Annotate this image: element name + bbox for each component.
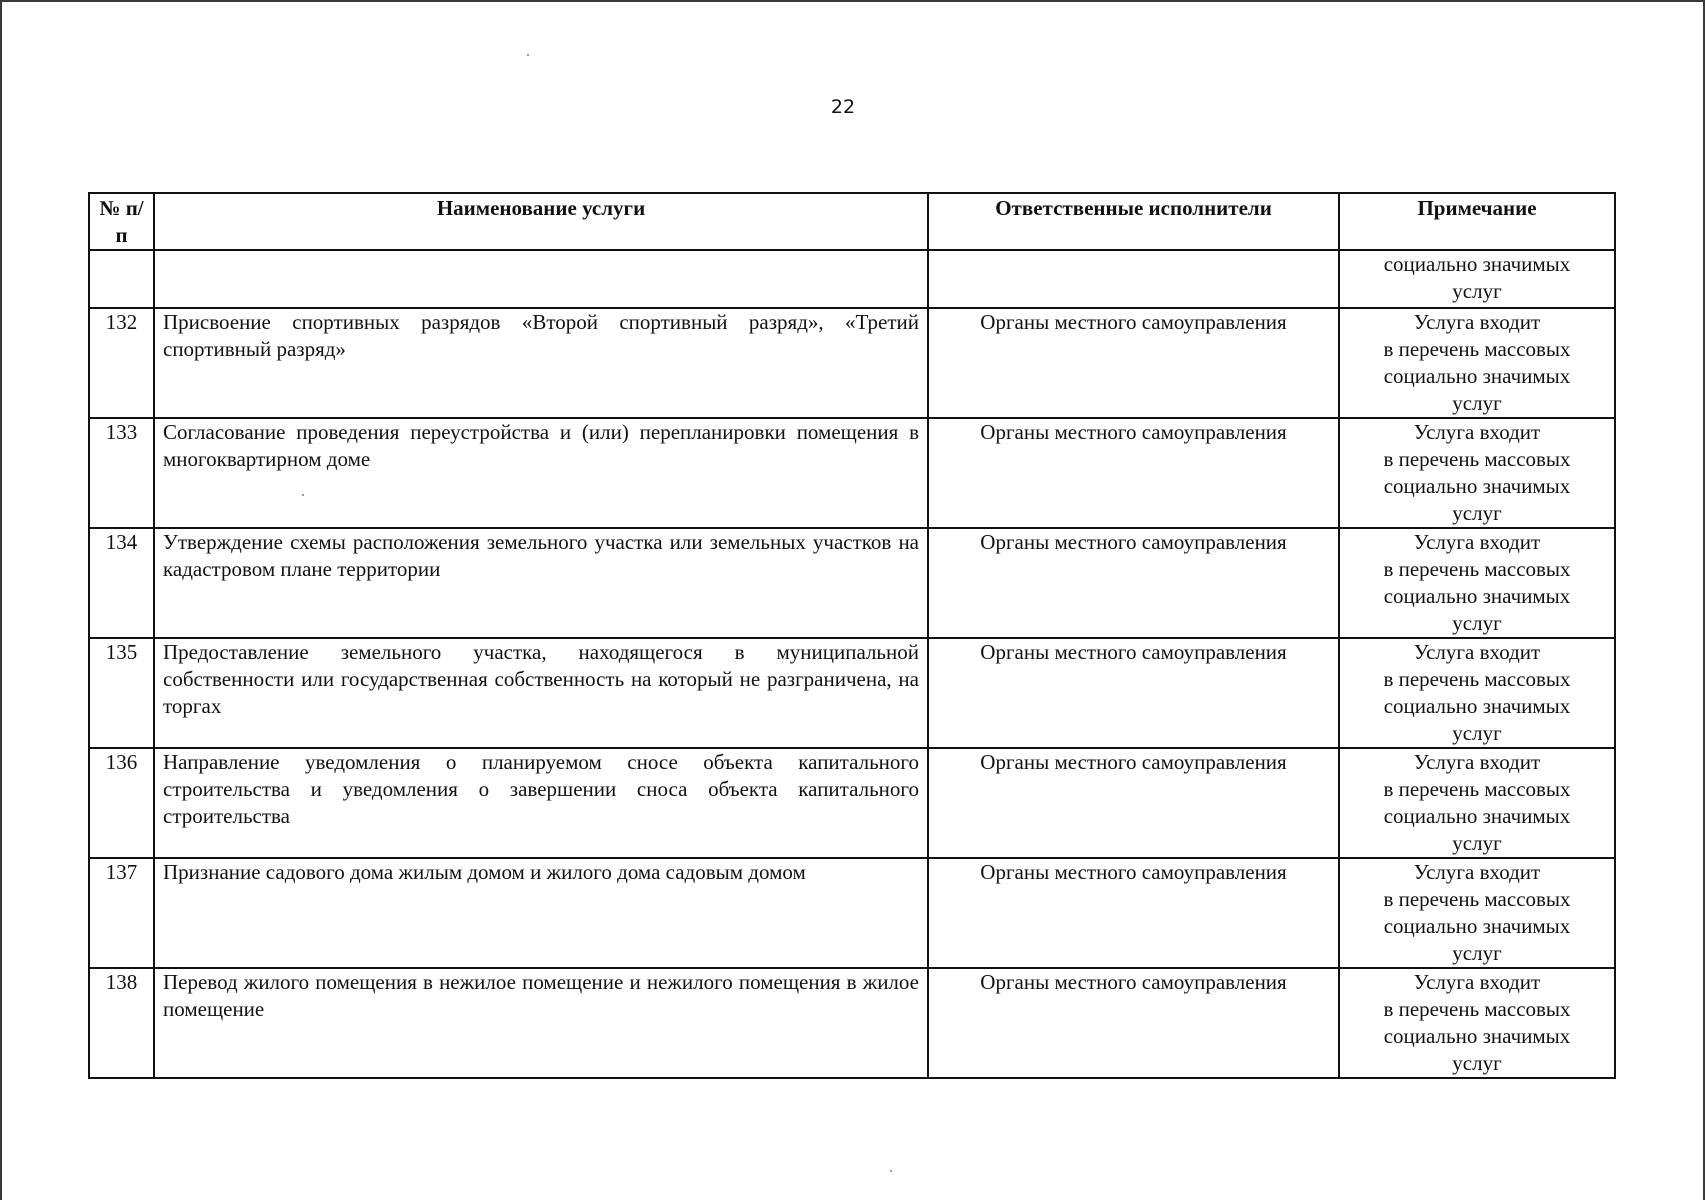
note-line: в перечень массовых bbox=[1383, 667, 1571, 691]
page-number: 22 bbox=[830, 96, 856, 118]
note-line: в перечень массовых bbox=[1383, 777, 1571, 801]
note-line: Услуга входит bbox=[1413, 860, 1541, 884]
row-executors bbox=[928, 250, 1339, 308]
row-name: Утверждение схемы расположения земельного участка или земельных участков на кадастровом плане территории bbox=[154, 528, 928, 638]
row-name: Присвоение спортивных разрядов «Второй спортивный разряд», «Третий спортивный разряд» bbox=[154, 308, 928, 418]
header-name: Наименование услуги bbox=[154, 193, 928, 250]
row-note bbox=[1339, 250, 1615, 308]
note-line: социально значимых bbox=[1383, 252, 1571, 276]
row-name: Признание садового дома жилым домом и жилого дома садовым домом bbox=[154, 858, 928, 968]
table-row bbox=[89, 748, 1615, 858]
note-line: социально значимых bbox=[1383, 914, 1571, 938]
scan-speck bbox=[302, 494, 304, 496]
table-row bbox=[89, 968, 1615, 1078]
row-executors: Органы местного самоуправления bbox=[928, 528, 1339, 638]
row-num: 132 bbox=[89, 308, 154, 418]
table-row-continuation bbox=[89, 250, 1615, 308]
scan-edge-left bbox=[0, 0, 2, 1200]
note-line: услуг bbox=[1452, 831, 1502, 855]
note-line: социально значимых bbox=[1383, 694, 1571, 718]
note-line: социально значимых bbox=[1383, 804, 1571, 828]
note-line: Услуга входит bbox=[1413, 640, 1541, 664]
scan-speck bbox=[890, 1170, 892, 1172]
table-header-row bbox=[89, 193, 1615, 250]
note-line: социально значимых bbox=[1383, 584, 1571, 608]
row-name: Перевод жилого помещения в нежилое помещение и нежилого помещения в жилое помещение bbox=[154, 968, 928, 1078]
scan-speck bbox=[527, 54, 529, 56]
row-num bbox=[89, 250, 154, 308]
note-line: Услуга входит bbox=[1413, 530, 1541, 554]
note-line: Услуга входит bbox=[1413, 420, 1541, 444]
table-row bbox=[89, 528, 1615, 638]
row-executors: Органы местного самоуправления bbox=[928, 748, 1339, 858]
row-executors: Органы местного самоуправления bbox=[928, 858, 1339, 968]
row-name: Согласование проведения переустройства и (или) перепланировки помещения в многоквартирном доме bbox=[154, 418, 928, 528]
note-line: услуг bbox=[1452, 721, 1502, 745]
note-line: социально значимых bbox=[1383, 1024, 1571, 1048]
row-executors: Органы местного самоуправления bbox=[928, 418, 1339, 528]
row-note bbox=[1339, 968, 1615, 1078]
note-line: Услуга входит bbox=[1413, 750, 1541, 774]
note-line: в перечень массовых bbox=[1383, 337, 1571, 361]
row-note bbox=[1339, 748, 1615, 858]
row-executors: Органы местного самоуправления bbox=[928, 308, 1339, 418]
row-note bbox=[1339, 858, 1615, 968]
note-line: социально значимых bbox=[1383, 474, 1571, 498]
header-num: № п/п bbox=[89, 193, 154, 250]
header-executors: Ответственные исполнители bbox=[928, 193, 1339, 250]
services-table bbox=[88, 192, 1616, 1079]
note-line: услуг bbox=[1452, 501, 1502, 525]
note-line: социально значимых bbox=[1383, 364, 1571, 388]
row-note bbox=[1339, 528, 1615, 638]
row-executors: Органы местного самоуправления bbox=[928, 638, 1339, 748]
note-line: услуг bbox=[1452, 391, 1502, 415]
note-line: услуг bbox=[1452, 941, 1502, 965]
table-row bbox=[89, 418, 1615, 528]
row-note bbox=[1339, 638, 1615, 748]
note-line: услуг bbox=[1452, 279, 1502, 303]
row-num: 134 bbox=[89, 528, 154, 638]
note-line: Услуга входит bbox=[1413, 970, 1541, 994]
row-name: Направление уведомления о планируемом сносе объекта капитального строительства и уведомления о завершении сноса объекта капитального строительства bbox=[154, 748, 928, 858]
row-note bbox=[1339, 308, 1615, 418]
note-line: в перечень массовых bbox=[1383, 447, 1571, 471]
header-note: Примечание bbox=[1339, 193, 1615, 250]
row-name bbox=[154, 250, 928, 308]
note-line: в перечень массовых bbox=[1383, 997, 1571, 1021]
note-line: в перечень массовых bbox=[1383, 887, 1571, 911]
row-executors: Органы местного самоуправления bbox=[928, 968, 1339, 1078]
row-num: 137 bbox=[89, 858, 154, 968]
row-num: 138 bbox=[89, 968, 154, 1078]
row-num: 136 bbox=[89, 748, 154, 858]
row-num: 135 bbox=[89, 638, 154, 748]
table-row bbox=[89, 638, 1615, 748]
table-row bbox=[89, 858, 1615, 968]
note-line: в перечень массовых bbox=[1383, 557, 1571, 581]
note-line: Услуга входит bbox=[1413, 310, 1541, 334]
scan-edge-top bbox=[0, 0, 1705, 2]
note-line: услуг bbox=[1452, 1051, 1502, 1075]
row-note bbox=[1339, 418, 1615, 528]
note-line: услуг bbox=[1452, 611, 1502, 635]
row-name: Предоставление земельного участка, находящегося в муниципальной собственности или государственная собственность на который не разграничена, на торгах bbox=[154, 638, 928, 748]
row-num: 133 bbox=[89, 418, 154, 528]
table-row bbox=[89, 308, 1615, 418]
